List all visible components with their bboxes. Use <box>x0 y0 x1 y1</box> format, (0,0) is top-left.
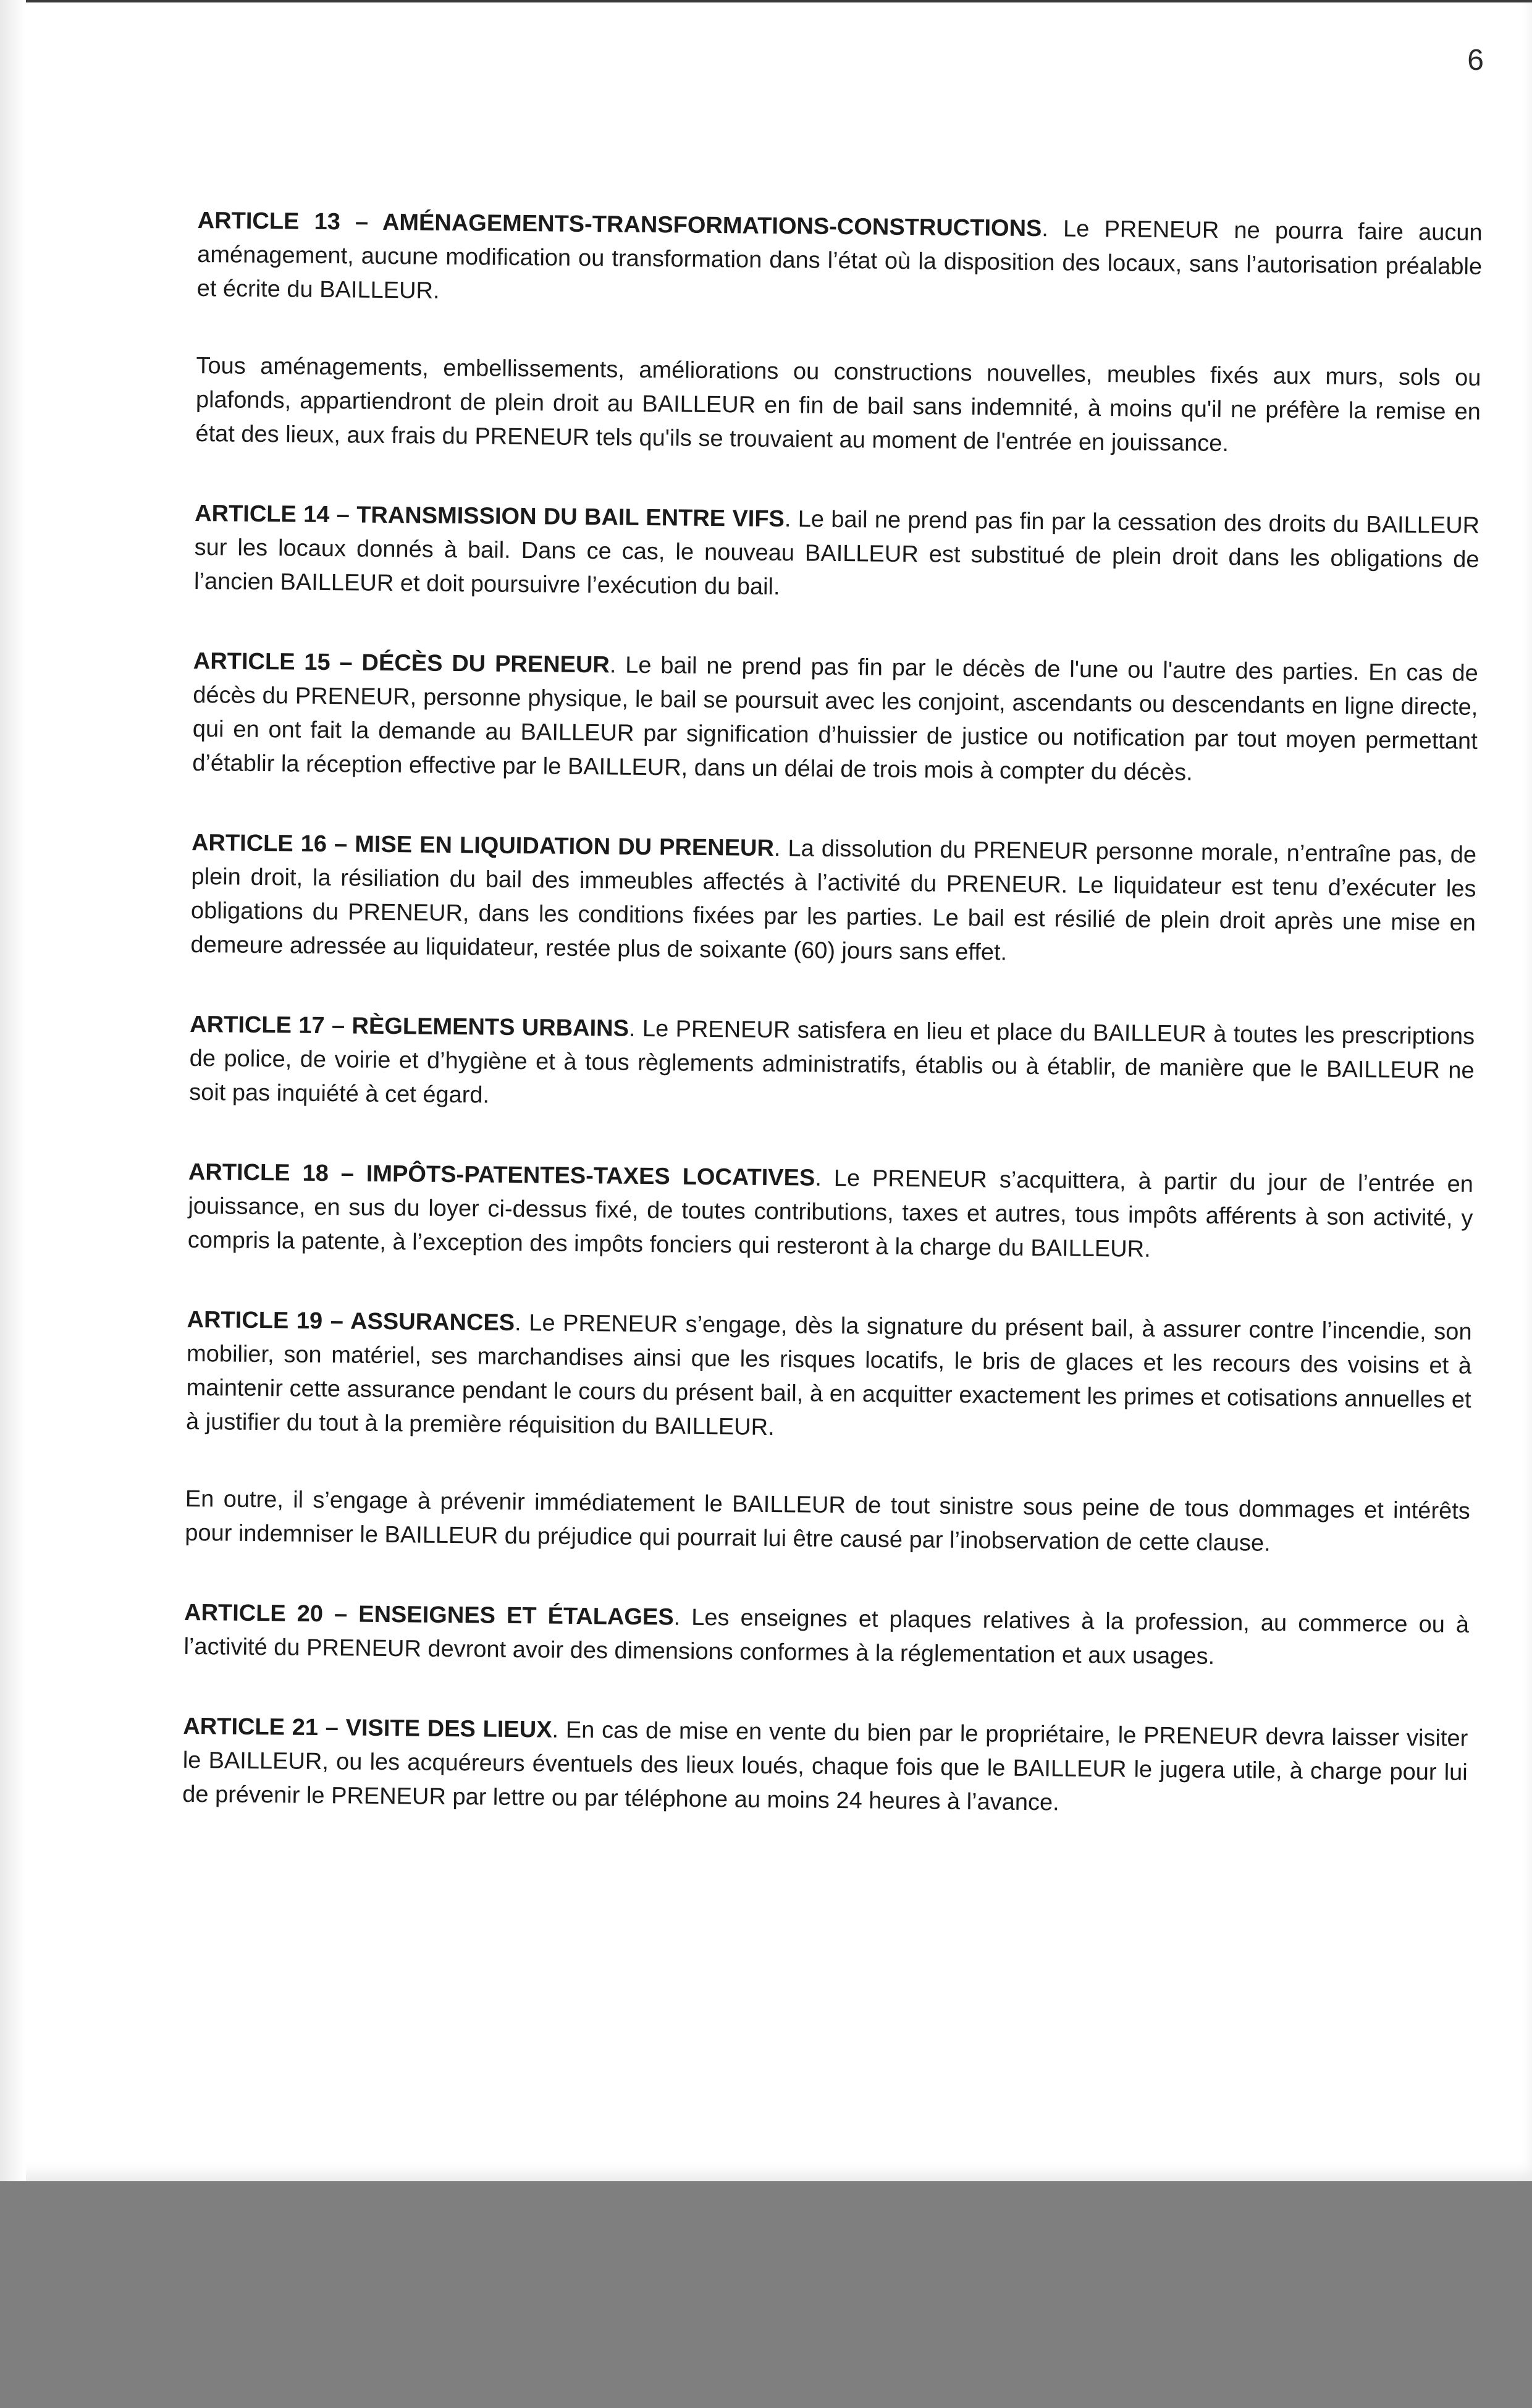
article-16-text-1: . La dissolution du PRENEUR personne morale, n’entraîne pas, de plein droit, la résiliation du bail des immeubles affectés à l’activité du PRENEUR. Le liquidateur est tenu d’exécuter les obligations du PRENEUR, dans les conditions fixées par les parties. Le bail est résilié de plein droit après une mise en demeure adressée au liquidateur, restée plus de soixante (60) jours sans effet. <box>190 835 1477 966</box>
article-21 <box>182 1710 1468 1824</box>
article-19-paragraph-1 <box>186 1303 1472 1451</box>
article-20-paragraph-1 <box>183 1596 1469 1676</box>
article-19 <box>185 1303 1472 1563</box>
article-14-paragraph-1 <box>194 497 1479 611</box>
article-13-heading: ARTICLE 13 – AMÉNAGEMENTS-TRANSFORMATIONS-CONSTRUCTIONS <box>197 207 1042 242</box>
article-20-text-1: . Les enseignes et plaques relatives à la profession, au commerce ou à l’activité du PRENEUR devront avoir des dimensions conformes à la réglementation et aux usages. <box>183 1604 1470 1670</box>
article-16 <box>190 826 1476 974</box>
article-17-heading: ARTICLE 17 – RÈGLEMENTS URBAINS <box>190 1011 629 1042</box>
scan-top-edge <box>0 0 1532 2</box>
article-19-paragraph-2: En outre, il s’engage à prévenir immédiatement le BAILLEUR de tout sinistre sous peine de tous dommages et intérêts pour indemniser le BAILLEUR du préjudice qui pourrait lui être causé par l’inobservation de cette clause. <box>185 1485 1470 1557</box>
page-number: 6 <box>1467 44 1484 77</box>
article-20-heading: ARTICLE 20 – ENSEIGNES ET ÉTALAGES <box>183 1599 674 1631</box>
article-18 <box>188 1155 1473 1270</box>
article-13-paragraph-2: Tous aménagements, embellissements, améliorations ou constructions nouvelles, meubles fixés aux murs, sols ou plafonds, appartiendront de plein droit au BAILLEUR en fin de bail sans indemnité, à moins qu'il ne préfère la remise en état des lieux, aux frais du PRENEUR tels qu'ils se trouvaient au moment de l'entrée en jouissance. <box>195 352 1481 457</box>
scan-left-edge <box>0 0 26 2181</box>
document-body <box>182 204 1483 1870</box>
article-19-heading: ARTICLE 19 – ASSURANCES <box>187 1306 515 1337</box>
article-21-heading: ARTICLE 21 – VISITE DES LIEUX <box>183 1713 552 1743</box>
article-14-heading: ARTICLE 14 – TRANSMISSION DU BAIL ENTRE VIFS <box>194 500 785 533</box>
article-15-text-1: . Le bail ne prend pas fin par le décès de l'une ou l'autre des parties. En cas de décès du PRENEUR, personne physique, le bail se poursuit avec les conjoint, ascendants ou descendants en ligne directe, qui en ont fait la demande au BAILLEUR par signification d’huissier de justice ou notification par tout moyen permettant d’établir la réception effective par le BAILLEUR, dans un délai de trois mois à compter du décès. <box>192 652 1479 786</box>
article-15-paragraph-1 <box>192 644 1478 793</box>
article-20 <box>183 1596 1469 1676</box>
article-16-heading: ARTICLE 16 – MISE EN LIQUIDATION DU PRENEUR <box>191 829 775 862</box>
article-18-text-1: . Le PRENEUR s’acquittera, à partir du jour de l’entrée en jouissance, en sus du loyer ci-dessus fixé, de toutes contributions, taxes et autres, tous impôts afférents à son activité, y compris la patente, à l’exception des impôts fonciers qui resteront à la charge du BAILLEUR. <box>187 1165 1474 1262</box>
article-13-paragraph-1 <box>196 204 1482 318</box>
article-17 <box>189 1008 1475 1122</box>
article-17-paragraph-1 <box>189 1008 1475 1122</box>
article-18-paragraph-1 <box>188 1155 1473 1270</box>
article-18-heading: ARTICLE 18 – IMPÔTS-PATENTES-TAXES LOCATIVES <box>188 1159 815 1191</box>
article-13-text-1: . Le PRENEUR ne pourra faire aucun aménagement, aucune modification ou transformation dans l’état où la disposition des locaux, sans l’autorisation préalable et écrite du BAILLEUR. <box>196 216 1483 304</box>
article-14-text-1: . Le bail ne prend pas fin par la cessation des droits du BAILLEUR sur les locaux donnés à bail. Dans ce cas, le nouveau BAILLEUR est substitué de plein droit dans les obligations de l’ancien BAILLEUR et doit poursuivre l’exécution du bail. <box>193 506 1480 601</box>
article-15-heading: ARTICLE 15 – DÉCÈS DU PRENEUR <box>193 648 610 678</box>
article-14 <box>194 497 1479 611</box>
article-13 <box>195 204 1483 463</box>
article-17-text-1: . Le PRENEUR satisfera en lieu et place du BAILLEUR à toutes les prescriptions de police, de voirie et d’hygiène et à tous règlements administratifs, établis ou à établir, de manière que le BAILLEUR ne soit pas inquiété à cet égard. <box>188 1015 1475 1109</box>
article-19-text-1: . Le PRENEUR s’engage, dès la signature du présent bail, à assurer contre l’incendie, son mobilier, son matériel, ses marchandises ainsi que les risques locatifs, le bris de glaces et les recours des voisins et à maintenir cette assurance pendant le cours du présent bail, à en acquitter exactement les primes et cotisations annuelles et à justifier du tout à la première réquisition du BAILLEUR. <box>185 1310 1472 1441</box>
article-21-paragraph-1 <box>182 1710 1468 1824</box>
article-21-text-1: . En cas de mise en vente du bien par le propriétaire, le PRENEUR devra laisser visiter le BAILLEUR, ou les acquéreurs éventuels des lieux loués, chaque fois que le BAILLEUR le jugera utile, à charge pour lui de prévenir le PRENEUR par lettre ou par téléphone au moins 24 heures à l’avance. <box>182 1717 1468 1816</box>
article-16-paragraph-1 <box>190 826 1476 974</box>
article-15 <box>192 644 1478 793</box>
